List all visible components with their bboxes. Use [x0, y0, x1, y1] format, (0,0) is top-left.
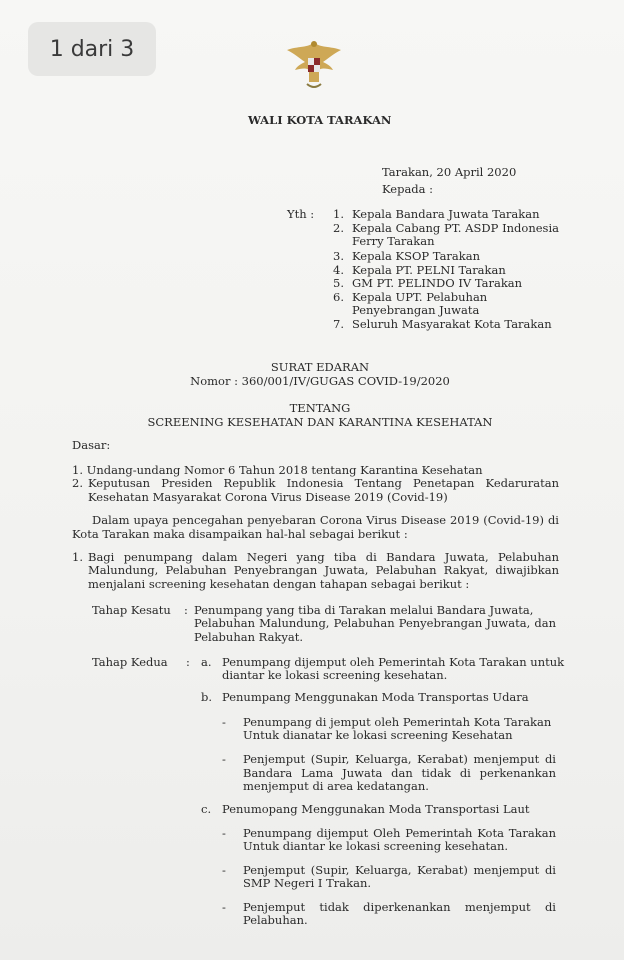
- stage2-c-item: Untuk diantar ke lokasi screening kesehatan.: [243, 839, 509, 853]
- yth-label: Yth :: [287, 207, 315, 221]
- to-label: Kepada :: [382, 182, 434, 196]
- stage2-b-item: menjemput di area kedatangan.: [243, 779, 429, 793]
- intro-paragraph: Kota Tarakan maka disampaikan hal-hal sebagai berikut :: [72, 527, 408, 541]
- stage1-text: Penumpang yang tiba di Tarakan melalui Bandara Juwata,: [194, 603, 534, 617]
- list-item-num: 7.: [333, 317, 344, 331]
- list-item: Kepala KSOP Tarakan: [352, 249, 481, 263]
- about-label: TENTANG: [289, 401, 351, 415]
- dash: -: [222, 863, 226, 877]
- list-item: Penyebrangan Juwata: [352, 303, 480, 317]
- list-item: Kepala Bandara Juwata Tarakan: [352, 207, 540, 221]
- list-item: Kepala UPT. Pelabuhan: [352, 290, 488, 304]
- stage2-c-item: Penjemput tidak diperkenankan menjemput di: [243, 900, 556, 914]
- stage2-c-title: Penumopang Menggunakan Moda Transportasi Laut: [222, 802, 530, 816]
- stage2-c-item: Pelabuhan.: [243, 913, 308, 927]
- list-item-num: 2.: [333, 221, 344, 235]
- page-indicator: 1 dari 3: [28, 22, 156, 76]
- point-text: Malundung, Pelabuhan Penyebrangan Juwata, Pelabuhan Rakyat, diwajibkan: [88, 563, 559, 577]
- stage2-c-item: Penjemput (Supir, Keluarga, Kerabat) menjemput di: [243, 863, 556, 877]
- basis-label: Dasar:: [72, 438, 111, 452]
- stage2-a-letter: a.: [201, 655, 212, 669]
- garuda-emblem-icon: [283, 36, 345, 94]
- letterhead-title: WALI KOTA TARAKAN: [248, 113, 392, 127]
- circular-title: SURAT EDARAN: [270, 360, 370, 374]
- circular-number: Nomor : 360/001/IV/GUGAS COVID-19/2020: [190, 374, 450, 388]
- stage2-c-item: Penumpang dijemput Oleh Pemerintah Kota Tarakan: [243, 826, 556, 840]
- basis-item: Keputusan Presiden Republik Indonesia Tentang Penetapan Kedaruratan: [88, 476, 559, 490]
- point-text: Bagi penumpang dalam Negeri yang tiba di Bandara Juwata, Pelabuhan: [88, 550, 559, 564]
- dash: -: [222, 900, 226, 914]
- dash: -: [222, 826, 226, 840]
- stage2-a-text: diantar ke lokasi screening kesehatan.: [222, 668, 448, 682]
- stage2-b-item: Untuk dianatar ke lokasi screening Kesehatan: [243, 728, 513, 742]
- basis-item: 1. Undang-undang Nomor 6 Tahun 2018 tentang Karantina Kesehatan: [72, 463, 483, 477]
- basis-item: Kesehatan Masyarakat Corona Virus Disease 2019 (Covid-19): [88, 490, 448, 504]
- intro-paragraph: Dalam upaya pencegahan penyebaran Corona Virus Disease 2019 (Covid-19) di: [92, 513, 559, 527]
- list-item-num: 6.: [333, 290, 344, 304]
- point-text: menjalani screening kesehatan dengan tahapan sebagai berikut :: [88, 577, 470, 591]
- basis-item-num: 2.: [72, 476, 83, 490]
- stage1-colon: :: [184, 603, 188, 617]
- list-item: Ferry Tarakan: [352, 234, 435, 248]
- list-item: GM PT. PELINDO IV Tarakan: [352, 276, 523, 290]
- list-item: Kepala PT. PELNI Tarakan: [352, 263, 506, 277]
- list-item-num: 5.: [333, 276, 344, 290]
- point-num: 1.: [72, 550, 83, 564]
- list-item-num: 3.: [333, 249, 344, 263]
- place-date: Tarakan, 20 April 2020: [382, 165, 517, 179]
- circular-subject: SCREENING KESEHATAN DAN KARANTINA KESEHATAN: [147, 415, 493, 429]
- stage2-b-title: Penumpang Menggunakan Moda Transportas Udara: [222, 690, 529, 704]
- stage2-a-text: Penumpang dijemput oleh Pemerintah Kota Tarakan untuk: [222, 655, 565, 669]
- list-item: Seluruh Masyarakat Kota Tarakan: [352, 317, 552, 331]
- stage1-text: Pelabuhan Malundung, Pelabuhan Penyebrangan Juwata, dan: [194, 616, 556, 630]
- stage2-b-item: Penumpang di jemput oleh Pemerintah Kota Tarakan: [243, 715, 552, 729]
- dash: -: [222, 715, 226, 729]
- stage2-c-item: SMP Negeri I Trakan.: [243, 876, 372, 890]
- stage1-text: Pelabuhan Rakyat.: [194, 630, 304, 644]
- list-item-num: 4.: [333, 263, 344, 277]
- list-item: Kepala Cabang PT. ASDP Indonesia: [352, 221, 559, 235]
- list-item-num: 1.: [333, 207, 344, 221]
- stage2-label: Tahap Kedua: [92, 655, 168, 669]
- stage1-label: Tahap Kesatu: [92, 603, 171, 617]
- stage2-b-item: Penjemput (Supir, Keluarga, Kerabat) menjemput di: [243, 752, 556, 766]
- stage2-b-item: Bandara Lama Juwata dan tidak di perkenankan: [243, 766, 556, 780]
- dash: -: [222, 752, 226, 766]
- stage2-colon: :: [186, 655, 190, 669]
- stage2-c-letter: c.: [201, 802, 212, 816]
- stage2-b-letter: b.: [201, 690, 213, 704]
